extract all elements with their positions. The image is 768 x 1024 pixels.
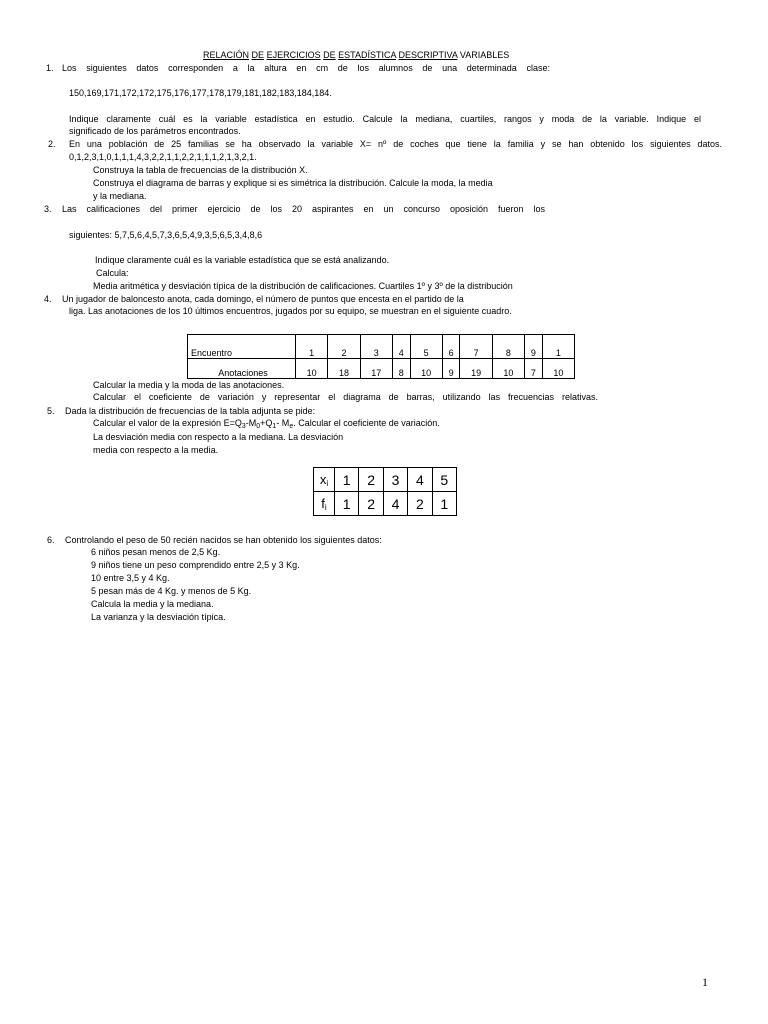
table-cell: 18 <box>328 359 360 379</box>
table-cell: 2 <box>408 492 432 516</box>
table-row <box>314 492 457 516</box>
table-cell: 1 <box>335 468 359 492</box>
table-cell: 9 <box>525 335 543 359</box>
exercise-text: Indique claramente cuál es la variable estadística que se está analizando. <box>95 255 390 265</box>
exercise-text: La varianza y la desviación típica. <box>91 612 226 622</box>
table-cell: 4 <box>392 335 410 359</box>
document-title <box>203 50 509 61</box>
label-main: f <box>321 496 325 511</box>
label-subscript: i <box>324 503 327 512</box>
label-main: x <box>319 472 327 487</box>
exercise-text: y la mediana. <box>93 191 147 201</box>
exercise-text: 5 pesan más de 4 Kg. y menos de 5 Kg. <box>91 586 252 596</box>
table-row-label: Anotaciones <box>188 359 296 379</box>
exercise-text: Calcula: <box>96 268 129 278</box>
exercise-text: Media aritmética y desviación típica de la distribución de calificaciones. Cuartiles 1º y 3º de la distribución <box>93 281 513 291</box>
frequency-table <box>313 467 457 516</box>
formula-subscript: e <box>289 423 294 430</box>
exercise-text: Calcular el coeficiente de variación y representar el diagrama de barras, utilizando las frecuencias relativas. <box>93 392 598 402</box>
table-cell: 10 <box>296 359 328 379</box>
formula-part: -M <box>245 418 257 428</box>
formula-subscript: 0 <box>256 423 261 430</box>
title-word: VARIABLES <box>459 50 510 60</box>
exercise-text: En una población de 25 familias se ha observado la variable X= nº de coches que tiene la familia y se han obtenido los siguientes datos. <box>69 139 722 149</box>
table-cell: 10 <box>542 359 574 379</box>
page-number: 1 <box>702 975 708 989</box>
exercise-number: 1. <box>46 63 54 73</box>
exercise-data: 150,169,171,172,172,175,176,177,178,179,181,182,183,184,184. <box>69 88 332 98</box>
exercise-number: 6. <box>47 535 55 545</box>
exercise-text: significado de los parámetros encontrados. <box>69 126 241 136</box>
exercise-text: Construya el diagrama de barras y explique si es simétrica la distribución. Calcule la moda, la media <box>93 178 493 188</box>
table-cell: 7 <box>460 335 492 359</box>
formula-subscript: 3 <box>241 423 246 430</box>
exercise-text: Dada la distribución de frecuencias de la tabla adjunta se pide: <box>65 406 316 416</box>
table-cell: 1 <box>335 492 359 516</box>
table-cell: 2 <box>359 468 383 492</box>
formula-subscript: 1 <box>272 423 277 430</box>
exercise-number: 4. <box>44 294 52 304</box>
table-row <box>314 468 457 492</box>
formula-part: . Calcular el coeficiente de variación. <box>293 418 440 428</box>
table-cell: 3 <box>360 335 392 359</box>
title-word: DESCRIPTIVA <box>398 50 458 60</box>
table-cell: 2 <box>328 335 360 359</box>
table-cell: 10 <box>492 359 524 379</box>
title-word: DE <box>323 50 336 60</box>
table-cell: 1 <box>432 492 456 516</box>
table-cell: 4 <box>383 492 407 516</box>
exercise-number: 2. <box>48 139 56 149</box>
exercise-text: Indique claramente cuál es la variable estadística en estudio. Calcule la mediana, cuartiles, rangos y moda de la variable. Indique el <box>69 114 701 124</box>
table-cell: 2 <box>359 492 383 516</box>
table-row <box>188 335 575 359</box>
exercise-text: Calcular la media y la moda de las anotaciones. <box>93 380 285 390</box>
table-cell: 4 <box>408 468 432 492</box>
exercise-text: 9 niños tiene un peso comprendido entre 2,5 y 3 Kg. <box>91 560 300 570</box>
exercise-text: 6 niños pesan menos de 2,5 Kg. <box>91 547 221 557</box>
formula-part: - M <box>276 418 290 428</box>
title-word: DE <box>251 50 265 60</box>
table-row <box>188 359 575 379</box>
table-row-label: Encuentro <box>188 335 296 359</box>
exercise-text: Los siguientes datos corresponden a la altura en cm de los alumnos de una determinada clase: <box>62 63 550 73</box>
title-word: RELACIÓN <box>203 50 250 60</box>
exercise-number: 3. <box>44 204 52 214</box>
table-cell: 3 <box>383 468 407 492</box>
exercise-text: Construya la tabla de frecuencias de la distribución X. <box>93 165 308 175</box>
exercise-text: liga. Las anotaciones de los 10 últimos encuentros, jugados por su equipo, se muestran en el siguiente cuadro. <box>69 306 512 316</box>
exercise-text: media con respecto a la media. <box>93 445 219 455</box>
table-cell: 19 <box>460 359 492 379</box>
exercise-text: Las calificaciones del primer ejercicio de los 20 aspirantes en un concurso oposición fueron los <box>62 204 545 214</box>
exercise-data: siguientes: 5,7,5,6,4,5,7,3,6,5,4,9,3,5,6,5,3,4,8,6 <box>69 230 263 240</box>
exercise-text: Controlando el peso de 50 recién nacidos se han obtenido los siguientes datos: <box>65 535 382 545</box>
table-cell: 5 <box>410 335 442 359</box>
exercise-text: La desviación media con respecto a la mediana. La desviación <box>93 432 344 442</box>
table-cell: 17 <box>360 359 392 379</box>
table-cell: 9 <box>442 359 460 379</box>
table-cell: 7 <box>525 359 543 379</box>
exercise-text: Un jugador de baloncesto anota, cada domingo, el número de puntos que encesta en el partido de la <box>62 294 464 304</box>
exercise-text: 10 entre 3,5 y 4 Kg. <box>91 573 170 583</box>
table-cell: 8 <box>492 335 524 359</box>
table-cell: 6 <box>442 335 460 359</box>
table-cell: 8 <box>392 359 410 379</box>
title-word: EJERCICIOS <box>266 50 321 60</box>
exercise-text: Calcula la media y la mediana. <box>91 599 214 609</box>
table-row-label <box>314 492 335 516</box>
table-cell: 1 <box>296 335 328 359</box>
label-subscript: i <box>326 479 329 488</box>
scores-table <box>187 334 575 379</box>
exercise-data: 0,1,2,3,1,0,1,1,1,4,3,2,2,1,1,2,2,1,1,1,2,1,3,2,1. <box>69 152 257 162</box>
formula-part: Calcular el valor de la expresión E=Q <box>93 418 242 428</box>
table-cell: 10 <box>410 359 442 379</box>
exercise-number: 5. <box>47 406 55 416</box>
table-row-label <box>314 468 335 492</box>
exercise-formula <box>93 418 440 429</box>
title-word: ESTADÍSTICA <box>338 50 396 60</box>
table-cell: 1 <box>542 335 574 359</box>
formula-part: +Q <box>260 418 273 428</box>
table-cell: 5 <box>432 468 456 492</box>
